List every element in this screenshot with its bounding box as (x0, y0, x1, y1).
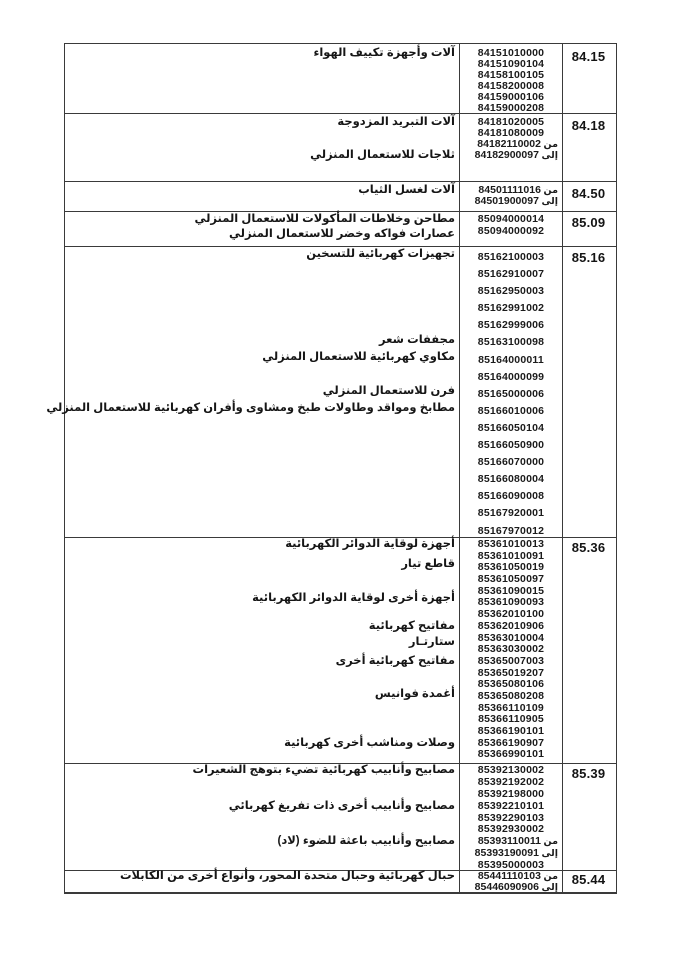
description-cell (65, 538, 459, 763)
heading-number: 84.15 (571, 49, 606, 64)
description-label: آلات وأجهزة تكييف الهواء (313, 47, 455, 59)
code-value: 85393110011 (477, 835, 541, 848)
code-value: 84501111016 (478, 184, 541, 196)
hs-code: 85365080208 (477, 689, 545, 702)
hs-code: 85362010906 (477, 619, 545, 632)
code-range-prefix: من (540, 185, 558, 196)
hs-code: 85362010100 (477, 608, 545, 621)
description-label: آلات التبريد المزدوجة (337, 116, 455, 128)
hs-code: 84151090104 (477, 58, 545, 70)
description-label: تجهيزات كهربائية للتسخين (306, 248, 455, 260)
hs-code: 85361090015 (477, 584, 545, 597)
heading-cell (563, 44, 614, 113)
description-label: مصابيح وأنابيب باعثة للضوء (لاد) (277, 835, 455, 848)
heading-cell (563, 182, 614, 211)
hs-code (460, 882, 562, 892)
description-label: قاطع تيار (401, 557, 455, 570)
hs-code: 85363010004 (477, 631, 545, 644)
description-label: عصارات فواكه وخضر للاستعمال المنزلي (229, 227, 455, 240)
code-range-prefix: إلى (538, 150, 558, 161)
heading-cell (563, 247, 614, 537)
description-cell (65, 114, 459, 181)
code-value: 84182110002 (477, 138, 541, 150)
codes-cell (459, 538, 563, 763)
description-label: ثلاجات للاستعمال المنزلي (310, 149, 455, 161)
description-label: ستارتـار (408, 636, 455, 649)
code-range-prefix: من (540, 871, 558, 882)
description-cell (46, 247, 459, 537)
hs-code: 85162910007 (477, 268, 545, 281)
hs-code: 85361090093 (477, 596, 545, 609)
hs-code: 85361050019 (477, 561, 545, 574)
hs-code: 85392198000 (477, 787, 545, 800)
hs-code: 85167920001 (477, 507, 545, 520)
hs-code: 85164000011 (478, 353, 544, 366)
description-label: مجففات شعر (379, 333, 455, 346)
table-section-85.36 (65, 537, 616, 763)
hs-code: 84181020005 (477, 116, 545, 128)
description-label: مصابيح وأنابيب أخرى ذات تفريغ كهربائي (228, 799, 455, 812)
code-value: 85441110103 (477, 871, 541, 882)
heading-cell (563, 764, 614, 870)
hs-code: 85361010091 (477, 549, 545, 562)
hs-code: 85392210101 (477, 799, 545, 812)
code-range-prefix: من (540, 836, 558, 848)
code-value: 85393190091 (474, 847, 539, 860)
hs-code: 85366190907 (477, 736, 545, 749)
code-range-prefix: إلى (538, 196, 558, 207)
hs-code: 85164000099 (477, 370, 545, 383)
table-section-84.15 (65, 44, 616, 113)
hs-code: 85166090008 (477, 490, 545, 503)
description-label: مفاتيح كهربائية أخرى (335, 655, 455, 667)
hs-code: 85366990101 (477, 748, 545, 761)
heading-number: 85.16 (571, 250, 606, 265)
description-label: أجهزة لوقاية الدوائر الكهربائية (285, 538, 455, 550)
hs-code: 85162991002 (477, 302, 545, 315)
hs-code: 85392290103 (477, 811, 545, 824)
code-range-prefix: من (540, 139, 558, 150)
hs-code: 85094000014 (477, 213, 545, 225)
hs-code: 85166050104 (477, 421, 545, 434)
hs-code: 85361010013 (477, 538, 545, 550)
hs-code: 85392130002 (477, 764, 545, 776)
description-cell (65, 764, 459, 870)
code-range-prefix: إلى (538, 848, 558, 860)
hs-code: 85366110109 (478, 701, 544, 714)
hs-code: 84181080009 (477, 127, 545, 139)
hs-code: 85365019207 (477, 666, 545, 679)
hs-code: 84159000208 (477, 102, 545, 113)
codes-cell (459, 247, 563, 537)
hs-code: 85395000003 (477, 859, 545, 870)
description-cell (65, 871, 459, 892)
code-value: 84501900097 (474, 195, 539, 207)
table-section-85.09 (65, 211, 616, 246)
description-label: وصلات ومناشب أخرى كهربائية (284, 736, 455, 749)
heading-number: 85.44 (571, 872, 606, 887)
description-label: مفاتيح كهربائية (368, 619, 455, 632)
hs-code: 85165000006 (477, 387, 545, 400)
heading-number: 84.50 (571, 186, 606, 201)
hs-code: 85365080106 (477, 678, 545, 691)
hs-code: 85361050097 (477, 573, 545, 586)
description-label: حبال كهربائية وحبال متحدة المحور، وأنواع أخرى من الكابلات (120, 870, 455, 882)
hs-code: 85162100003 (477, 251, 545, 263)
description-cell (65, 212, 459, 246)
hs-code (460, 196, 562, 207)
codes-cell (459, 182, 563, 211)
hs-code: 85166010006 (477, 404, 545, 417)
description-label: أجهزة أخرى لوقاية الدوائر الكهربائية (252, 591, 455, 604)
heading-cell (563, 212, 614, 246)
hs-code: 84151010000 (477, 47, 545, 59)
code-range-prefix: إلى (538, 882, 558, 892)
hs-code (460, 150, 562, 161)
hs-code: 85166080004 (477, 473, 545, 486)
description-cell (65, 182, 459, 211)
code-value: 85446090906 (474, 881, 539, 892)
table-section-84.18 (65, 113, 616, 181)
codes-cell (459, 114, 563, 181)
codes-cell (459, 871, 563, 892)
hs-code: 85366110905 (478, 713, 544, 726)
hs-code: 85392192002 (477, 775, 545, 788)
heading-number: 85.39 (571, 766, 606, 781)
tariff-table (46, 43, 617, 894)
hs-code: 85162999006 (477, 319, 545, 332)
description-cell (65, 44, 459, 113)
description-label: فرن للاستعمال المنزلي (322, 384, 455, 397)
heading-number: 85.36 (571, 540, 606, 555)
table-section-85.44 (65, 870, 616, 892)
hs-code: 84159000106 (477, 91, 545, 103)
hs-code: 85094000092 (477, 224, 545, 237)
hs-code: 84158100105 (477, 69, 545, 81)
description-label: مصابيح وأنابيب كهربائية تضيء بتوهج الشعيرات (192, 764, 455, 776)
heading-cell (563, 871, 614, 892)
hs-code: 85167970012 (477, 524, 545, 537)
description-label: أغمدة فوانيس (374, 687, 455, 700)
hs-code: 85363030002 (477, 643, 545, 656)
heading-number: 84.18 (571, 118, 606, 133)
description-label: مطابخ ومواقد وطاولات طبخ ومشاوى وأفران كهربائية للاستعمال المنزلي (46, 401, 455, 414)
hs-code: 85166070000 (477, 456, 545, 469)
heading-cell (563, 538, 614, 763)
hs-code: 84158200008 (477, 80, 545, 92)
description-label: آلات لغسل الثياب (358, 184, 455, 196)
codes-cell (459, 764, 563, 870)
table-section-85.16 (46, 246, 616, 537)
hs-code: 85163100098 (477, 336, 545, 349)
heading-cell (563, 114, 614, 181)
hs-code: 85166050900 (477, 439, 545, 452)
hs-code: 85162950003 (477, 285, 545, 298)
description-label: مكاوي كهربائية للاستعمال المنزلي (262, 350, 455, 363)
hs-code: 85365007003 (477, 654, 545, 667)
codes-cell (459, 44, 563, 113)
table-section-85.39 (65, 763, 616, 870)
codes-cell (459, 212, 563, 246)
description-label: مطاحن وخلاطات المأكولات للاستعمال المنزلي (194, 213, 455, 225)
code-value: 84182900097 (474, 149, 539, 161)
heading-number: 85.09 (571, 215, 606, 230)
table-section-84.50 (65, 181, 616, 211)
hs-code: 85366190101 (477, 725, 545, 737)
hs-code: 85392930002 (477, 823, 545, 836)
